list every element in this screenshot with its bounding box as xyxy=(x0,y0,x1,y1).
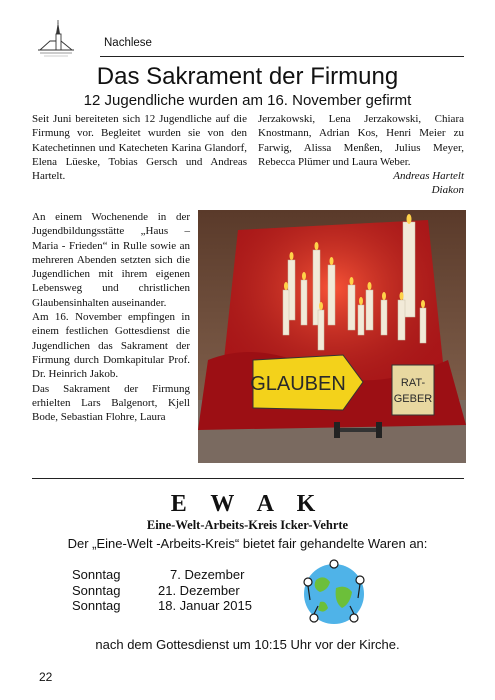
photo-sign-ratgeber-1: RAT- xyxy=(400,377,426,389)
date-row xyxy=(72,598,290,614)
date-day: Sonntag xyxy=(72,598,121,613)
ewak-subtitle: Eine-Welt-Arbeits-Kreis Icker-Vehrte xyxy=(146,518,349,532)
photo-sign-ratgeber-2: GEBER xyxy=(393,393,433,405)
article-column-1-lower xyxy=(32,210,190,424)
date-value: 18. Januar 2015 xyxy=(158,598,252,613)
globe-people-icon xyxy=(298,558,370,630)
date-row xyxy=(72,567,290,583)
ewak-dates xyxy=(72,567,290,614)
article-paragraph: Jerzakowski, Lena Jerzakowski, Chiara Knostmann, Adrian Kos, Henri Meier zu Farwig, Alissa Menßen, Julius Meyer, Rebecca Plümer und Laura Weber. xyxy=(258,113,464,168)
confirmation-photo xyxy=(198,210,466,463)
section-divider xyxy=(32,478,464,479)
article-paragraph: An einem Wochenende in der Jugendbildungsstätte „Haus – Maria - Frieden“ in Rulle sowie an mehreren Abenden setzten sich die Jugendlichen mit ihrem eigenen Lebensweg und christlichen Glaubensinhalten auseinander. xyxy=(32,211,190,309)
article-paragraph: Am 16. November empfingen in einem festlichen Gottesdienst die Jugendlichen das Sakrament der Firmung durch Domkapitular Prof. Dr. Heinrich Jakob. xyxy=(32,311,190,381)
article-subtitle: 12 Jugendliche wurden am 16. November gefirmt xyxy=(83,92,412,109)
date-day: Sonntag xyxy=(72,567,121,582)
article-column-2 xyxy=(258,112,464,198)
article-author: Andreas Hartelt xyxy=(393,170,464,183)
article-title: Das Sakrament der Firmung xyxy=(96,63,399,90)
page-number: 22 xyxy=(39,670,53,684)
article-paragraph: Seit Juni bereiteten sich 12 Jugendliche auf die Firmung vor. Begleitet wurden sie von den Katechetinnen und Katecheten Karina Glandorf, Elena Lüeske, Tobias Gersch und Andreas Hartelt. xyxy=(32,113,247,183)
article-column-1 xyxy=(32,112,247,183)
ewak-title: E W A K xyxy=(170,491,325,517)
article-paragraph: Das Sakrament der Firmung erhielten Lars Balgenort, Kjell Bode, Sebastian Flohre, Laura xyxy=(32,382,190,424)
ewak-intro: Der „Eine-Welt -Arbeits-Kreis“ bietet fair gehandelte Waren an: xyxy=(67,536,428,551)
article-author-role: Diakon xyxy=(431,184,464,197)
header-divider xyxy=(100,56,464,57)
church-logo-icon xyxy=(36,20,76,62)
date-value: 21. Dezember xyxy=(158,582,240,598)
date-row xyxy=(72,583,290,599)
date-day: Sonntag xyxy=(72,582,121,598)
ewak-note: nach dem Gottesdienst um 10:15 Uhr vor der Kirche. xyxy=(95,637,400,652)
section-label: Nachlese xyxy=(104,37,152,49)
photo-sign-glauben: GLAUBEN xyxy=(250,373,346,395)
date-value: 7. Dezember xyxy=(170,567,245,582)
